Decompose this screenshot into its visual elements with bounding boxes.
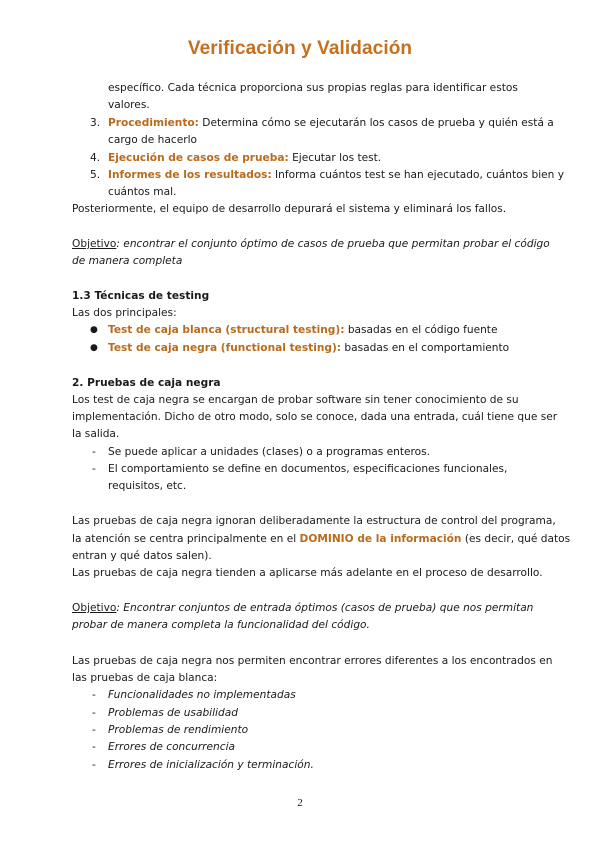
bullet-icon: ●: [90, 325, 98, 335]
dash-marker: -: [92, 741, 96, 753]
page-number: 2: [297, 797, 303, 809]
objective-label: Objetivo: [72, 602, 117, 614]
term-procedimiento: Procedimiento:: [108, 117, 199, 129]
paragraph-line: Las pruebas de caja negra tienden a aplicarse más adelante en el proceso de desarrollo.: [72, 567, 543, 579]
objective-line: Objetivo: Encontrar conjuntos de entrada óptimos (casos de prueba) que nos permitan: [72, 602, 534, 614]
list-continuation-line: valores.: [108, 99, 150, 111]
dash-marker: -: [92, 707, 96, 719]
error-item: Funcionalidades no implementadas: [108, 689, 296, 701]
dash-item: El comportamiento se define en documentos, especificaciones funcionales,: [108, 463, 508, 475]
paragraph-line: implementación. Dicho de otro modo, solo se conoce, dada una entrada, cuál tiene que ser: [72, 411, 558, 423]
section-heading: 1.3 Técnicas de testing: [72, 290, 210, 302]
paragraph-line: la atención se centra principalmente en el DOMINIO de la información (es decir, qué datos: [72, 533, 571, 545]
dash-marker: -: [92, 446, 96, 458]
paragraph-line: Posteriormente, el equipo de desarrollo depurará el sistema y eliminará los fallos.: [72, 203, 507, 215]
paragraph-line: entran y qué datos salen).: [72, 550, 212, 562]
objective-line: probar de manera completa la funcionalidad del código.: [72, 619, 370, 631]
list-number: 4.: [90, 152, 101, 164]
bullet-item-black-box: Test de caja negra (functional testing): basadas en el comportamiento: [108, 342, 510, 354]
paragraph-line: Los test de caja negra se encargan de probar software sin tener conocimiento de su: [72, 394, 519, 406]
list-continuation-line: específico. Cada técnica proporciona sus propias reglas para identificar estos: [108, 82, 518, 94]
dash-marker: -: [92, 463, 96, 475]
objective-label: Objetivo: [72, 238, 117, 250]
dash-item: Se puede aplicar a unidades (clases) o a programas enteros.: [108, 446, 431, 458]
list-item-informes: Informes de los resultados: Informa cuántos test se han ejecutado, cuántos bien y: [108, 169, 565, 181]
list-number: 3.: [90, 117, 101, 129]
section-heading: 2. Pruebas de caja negra: [72, 377, 221, 389]
paragraph-line: Las pruebas de caja negra ignoran deliberadamente la estructura de control del programa,: [72, 515, 556, 527]
error-item: Problemas de usabilidad: [108, 707, 238, 719]
paragraph-line: la salida.: [72, 428, 120, 440]
dash-item-line: requisitos, etc.: [108, 480, 187, 492]
paragraph-line: Las pruebas de caja negra nos permiten encontrar errores diferentes a los encontrados en: [72, 655, 553, 667]
list-item-line: cuántos mal.: [108, 186, 177, 198]
term-dominio: DOMINIO de la información: [299, 533, 462, 545]
objective-line: de manera completa: [72, 255, 183, 267]
term-informes: Informes de los resultados:: [108, 169, 272, 181]
error-item: Problemas de rendimiento: [108, 724, 249, 736]
error-item: Errores de concurrencia: [108, 741, 236, 753]
error-item: Errores de inicialización y terminación.: [108, 759, 314, 771]
paragraph-line: las pruebas de caja blanca:: [72, 672, 218, 684]
bullet-icon: ●: [90, 343, 98, 353]
term-black-box: Test de caja negra (functional testing):: [108, 342, 342, 354]
list-item-line: cargo de hacerlo: [108, 134, 197, 146]
list-item-procedimiento: Procedimiento: Determina cómo se ejecutarán los casos de prueba y quién está a: [108, 117, 554, 129]
term-white-box: Test de caja blanca (structural testing):: [108, 324, 345, 336]
list-number: 5.: [90, 169, 101, 181]
objective-line: Objetivo: encontrar el conjunto óptimo de casos de prueba que permitan probar el código: [72, 238, 550, 250]
dash-marker: -: [92, 689, 96, 701]
term-ejecucion: Ejecución de casos de prueba:: [108, 152, 289, 164]
dash-marker: -: [92, 724, 96, 736]
bullet-item-white-box: Test de caja blanca (structural testing): basadas en el código fuente: [108, 324, 498, 336]
page-title: Verificación y Validación: [187, 38, 413, 59]
list-item-ejecucion: Ejecución de casos de prueba: Ejecutar los test.: [108, 152, 382, 164]
paragraph-line: Las dos principales:: [72, 307, 177, 319]
dash-marker: -: [92, 759, 96, 771]
